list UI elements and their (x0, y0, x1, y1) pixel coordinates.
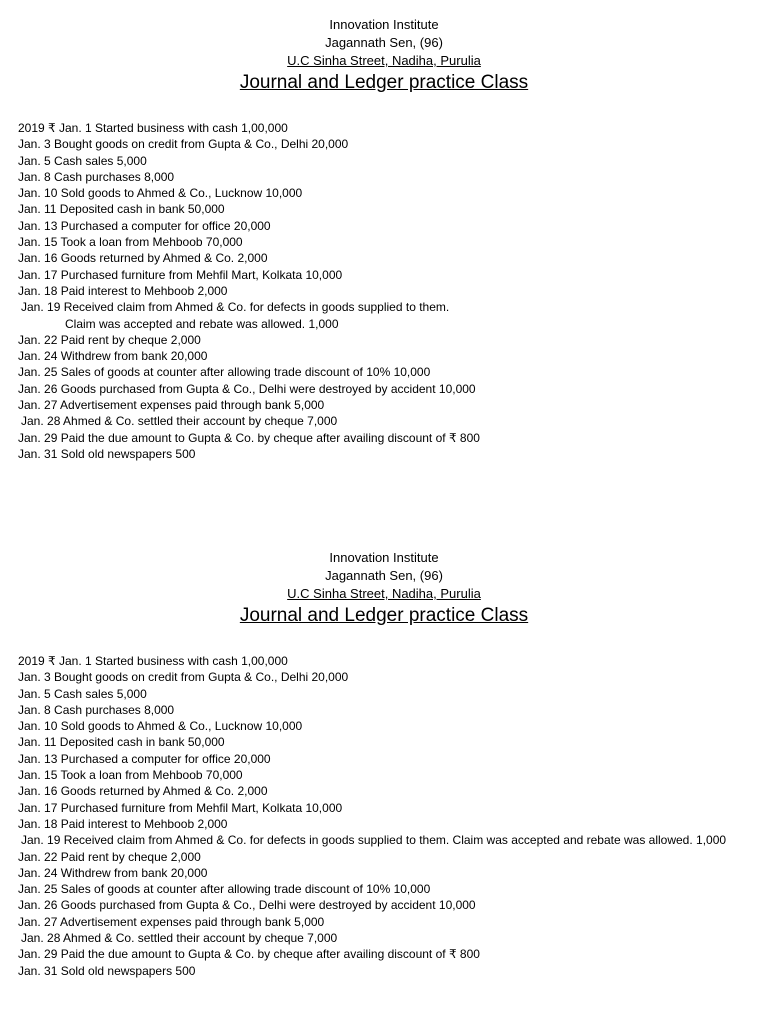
transaction-entry: Jan. 16 Goods returned by Ahmed & Co. 2,000 (18, 784, 268, 799)
transaction-entry: Jan. 11 Deposited cash in bank 50,000 (18, 735, 225, 750)
practice-sheet-2 (0, 549, 768, 979)
institute-name: Innovation Institute (329, 17, 439, 32)
transaction-entry: Jan. 11 Deposited cash in bank 50,000 (18, 202, 225, 217)
transaction-entry: Jan. 17 Purchased furniture from Mehfil Mart, Kolkata 10,000 (18, 267, 343, 282)
transaction-entry: Jan. 31 Sold old newspapers 500 (18, 963, 196, 978)
transaction-entry: Jan. 10 Sold goods to Ahmed & Co., Lucknow 10,000 (18, 186, 303, 201)
transaction-list (0, 653, 768, 979)
transaction-entry: Jan. 28 Ahmed & Co. settled their account by cheque 7,000 (21, 931, 338, 946)
transaction-entry: Jan. 15 Took a loan from Mehboob 70,000 (18, 235, 243, 250)
transaction-entry: Jan. 22 Paid rent by cheque 2,000 (18, 849, 201, 864)
transaction-entry: Jan. 26 Goods purchased from Gupta & Co., Delhi were destroyed by accident 10,000 (18, 898, 476, 913)
transaction-entry: Jan. 19 Received claim from Ahmed & Co. for defects in goods supplied to them. (21, 300, 450, 315)
teacher-name: Jagannath Sen, (96) (325, 568, 443, 583)
transaction-entry: Jan. 8 Cash purchases 8,000 (18, 702, 175, 717)
transaction-entry: Jan. 24 Withdrew from bank 20,000 (18, 349, 208, 364)
sheet-header (0, 16, 768, 70)
transaction-entry-continuation: Claim was accepted and rebate was allowed. 1,000 (65, 316, 339, 331)
transaction-entry: Jan. 16 Goods returned by Ahmed & Co. 2,000 (18, 251, 268, 266)
transaction-entry: Jan. 5 Cash sales 5,000 (18, 686, 147, 701)
sheet-title: Journal and Ledger practice Class (239, 605, 529, 626)
transaction-entry: Jan. 28 Ahmed & Co. settled their account by cheque 7,000 (21, 414, 338, 429)
sheet-title: Journal and Ledger practice Class (239, 72, 529, 93)
transaction-list (0, 120, 768, 462)
transaction-entry: Jan. 26 Goods purchased from Gupta & Co., Delhi were destroyed by accident 10,000 (18, 381, 476, 396)
transaction-entry: Jan. 10 Sold goods to Ahmed & Co., Lucknow 10,000 (18, 719, 303, 734)
teacher-name: Jagannath Sen, (96) (325, 35, 443, 50)
transaction-entry: Jan. 17 Purchased furniture from Mehfil Mart, Kolkata 10,000 (18, 800, 343, 815)
transaction-entry: Jan. 19 Received claim from Ahmed & Co. for defects in goods supplied to them. Claim was accepted and rebate was allowed. 1,000 (21, 833, 727, 848)
transaction-entry: 2019 ₹ Jan. 1 Started business with cash 1,00,000 (18, 654, 288, 668)
transaction-entry: 2019 ₹ Jan. 1 Started business with cash 1,00,000 (18, 121, 288, 135)
transaction-entry: Jan. 27 Advertisement expenses paid through bank 5,000 (18, 398, 325, 413)
transaction-entry: Jan. 25 Sales of goods at counter after allowing trade discount of 10% 10,000 (18, 882, 431, 897)
address: U.C Sinha Street, Nadiha, Purulia (287, 586, 481, 601)
transaction-entry: Jan. 25 Sales of goods at counter after allowing trade discount of 10% 10,000 (18, 365, 431, 380)
transaction-entry: Jan. 24 Withdrew from bank 20,000 (18, 865, 208, 880)
transaction-entry: Jan. 13 Purchased a computer for office 20,000 (18, 218, 271, 233)
transaction-entry: Jan. 27 Advertisement expenses paid through bank 5,000 (18, 914, 325, 929)
address: U.C Sinha Street, Nadiha, Purulia (287, 53, 481, 68)
transaction-entry: Jan. 13 Purchased a computer for office 20,000 (18, 751, 271, 766)
transaction-entry: Jan. 15 Took a loan from Mehboob 70,000 (18, 768, 243, 783)
transaction-entry: Jan. 18 Paid interest to Mehboob 2,000 (18, 283, 228, 298)
transaction-entry: Jan. 29 Paid the due amount to Gupta & Co. by cheque after availing discount of ₹ 800 (18, 430, 480, 445)
sheet-header (0, 549, 768, 603)
transaction-entry: Jan. 3 Bought goods on credit from Gupta & Co., Delhi 20,000 (18, 670, 349, 685)
transaction-entry: Jan. 31 Sold old newspapers 500 (18, 446, 196, 461)
transaction-entry: Jan. 18 Paid interest to Mehboob 2,000 (18, 816, 228, 831)
transaction-entry: Jan. 8 Cash purchases 8,000 (18, 169, 175, 184)
institute-name: Innovation Institute (329, 550, 439, 565)
transaction-entry: Jan. 3 Bought goods on credit from Gupta & Co., Delhi 20,000 (18, 137, 349, 152)
transaction-entry: Jan. 22 Paid rent by cheque 2,000 (18, 332, 201, 347)
practice-sheet-1 (0, 16, 768, 462)
transaction-entry: Jan. 5 Cash sales 5,000 (18, 153, 147, 168)
transaction-entry: Jan. 29 Paid the due amount to Gupta & Co. by cheque after availing discount of ₹ 800 (18, 947, 480, 962)
